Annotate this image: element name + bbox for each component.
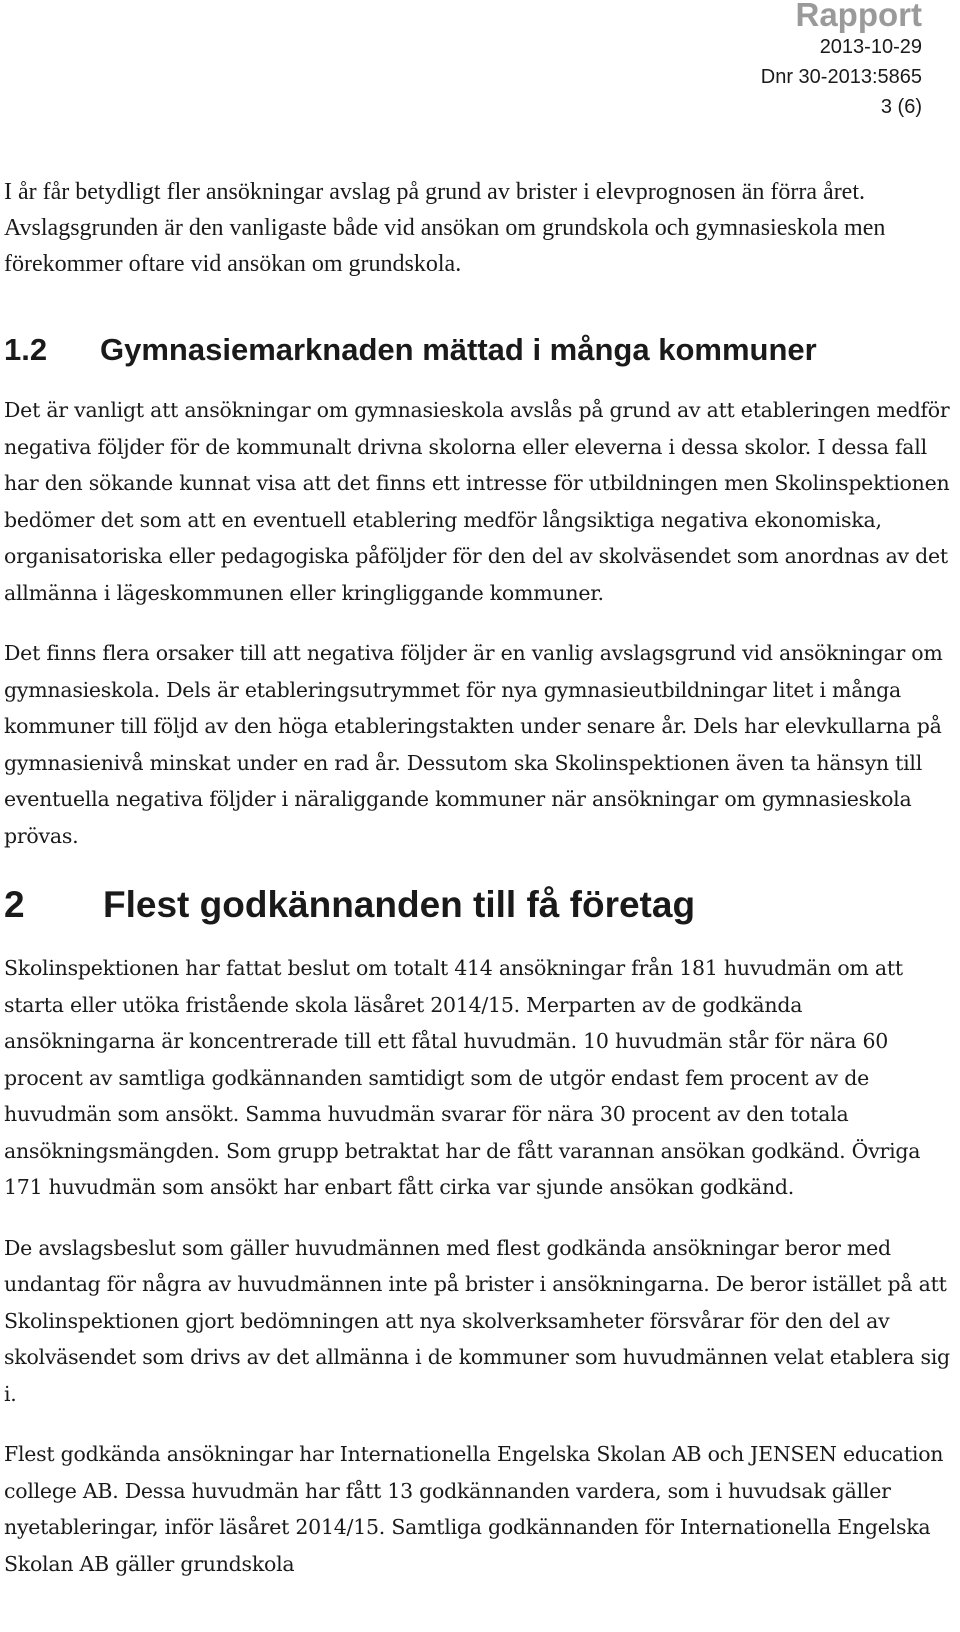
document-body (4, 174, 952, 1582)
paragraph: Det är vanligt att ansökningar om gymnasieskola avslås på grund av att etableringen medför negativa följder för de kommunalt drivna skolorna eller eleverna i dessa skolor. I dessa fall har den sökande kunnat visa att det finns ett intresse för utbildningen men Skolinspektionen bedömer det som att en eventuell etablering medför långsiktiga negativa ekonomiska, organisatoriska eller pedagogiska påföljder för den del av skolväsendet som anordnas av det allmänna i lägeskommunen eller kringliggande kommuner. (4, 398, 950, 605)
page-number: 3 (6) (880, 96, 922, 118)
section-number: 2 (4, 884, 25, 925)
paragraph: De avslagsbeslut som gäller huvudmännen med flest godkända ansökningar beror med undantag för några av huvudmännen inte på brister i ansökningarna. De beror istället på att Skolinspektionen gjort bedömningen att nya skolverksamheter försvårar för den del av skolväsendet som drivs av det allmänna i de kommuner som huvudmännen velat etablera sig i. (4, 1235, 950, 1406)
document-type: Rapport (795, 0, 922, 33)
section-title: Flest godkännanden till få företag (103, 884, 696, 925)
section-heading-2 (4, 882, 952, 928)
document-date: 2013-10-29 (819, 36, 922, 58)
section-title: Gymnasiemarknaden mättad i många kommuner (100, 332, 817, 367)
page-header (761, 0, 922, 122)
section-heading-1-2 (4, 330, 952, 370)
paragraph: Skolinspektionen har fattat beslut om totalt 414 ansökningar från 181 huvudmän om att starta eller utöka fristående skola läsåret 2014/15. Merparten av de godkända ansökningarna är koncentrerade till ett fåtal huvudmän. 10 huvudmän står för nära 60 procent av samtliga godkännanden samtidigt som de utgör endast fem procent av de huvudmän som ansökt. Samma huvudmän svarar för nära 30 procent av den totala ansökningsmängden. Som grupp betraktat har de fått varannan ansökan godkänd. Övriga 171 huvudmän som ansökt har enbart fått cirka var sjunde ansökan godkänd. (4, 956, 921, 1199)
document-number: Dnr 30-2013:5865 (760, 66, 922, 88)
paragraph: Det finns flera orsaker till att negativa följder är en vanlig avslagsgrund vid ansökningar om gymnasieskola. Dels är etableringsutrymmet för nya gymnasieutbildningar litet i många kommuner till följd av den höga etableringstakten under senare år. Dels har elevkullarna på gymnasienivå minskat under en rad år. Dessutom ska Skolinspektionen även ta hänsyn till eventuella negativa följder i näraliggande kommuner när ansökningar om gymnasieskola prövas. (4, 641, 943, 848)
section-number: 1.2 (4, 332, 48, 367)
intro-paragraph: I år får betydligt fler ansökningar avslag på grund av brister i elevprognosen än förra året. Avslagsgrunden är den vanligaste både vid ansökan om grundskola och gymnasieskola men förekommer oftare vid ansökan om grundskola. (4, 179, 886, 277)
paragraph: Flest godkända ansökningar har Internationella Engelska Skolan AB och JENSEN education college AB. Dessa huvudmän har fått 13 godkännanden vardera, som i huvudsak gäller nyetableringar, inför läsåret 2014/15. Samtliga godkännanden för Internationella Engelska Skolan AB gäller grundskola (4, 1442, 944, 1576)
